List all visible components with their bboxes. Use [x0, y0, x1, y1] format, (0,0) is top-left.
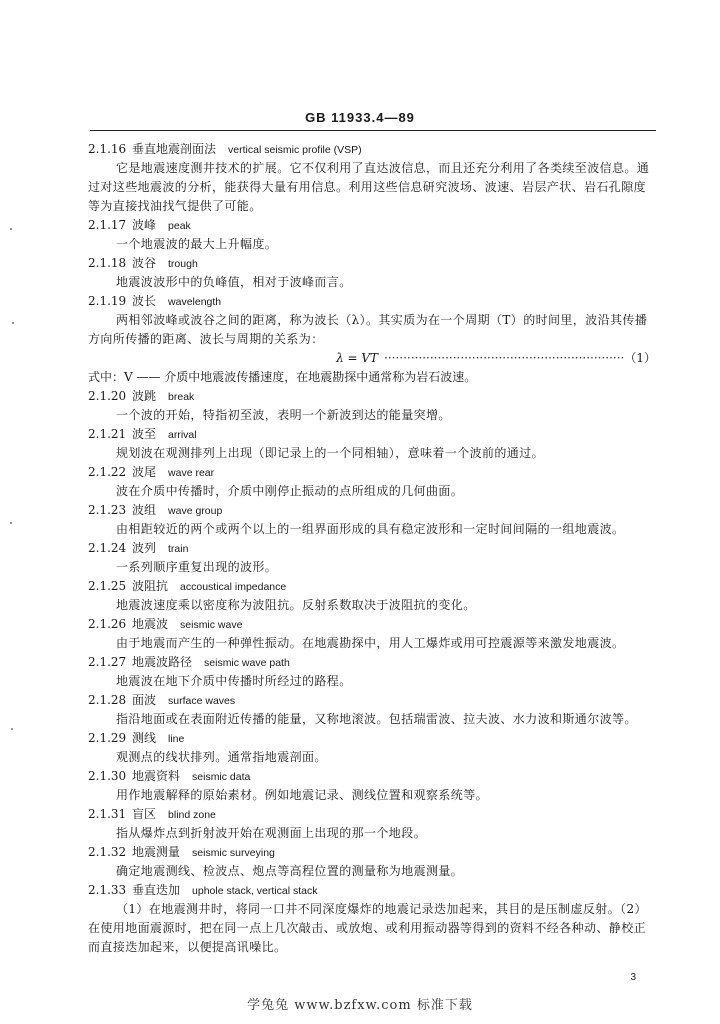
term-number: 2.1.28 — [88, 693, 127, 707]
term-heading — [88, 425, 656, 444]
term-definition: 一个地震波的最大上升幅度。 — [116, 237, 278, 251]
term-definition: 由相距较近的两个或两个以上的一组界面形成的具有稳定波形和一定时间间隔的一组地震波。 — [116, 522, 625, 536]
term-english: train — [168, 543, 189, 555]
document-body — [88, 140, 656, 957]
term-chinese: 波峰 — [132, 218, 157, 232]
term-definition: 一个波的开始，特指初至波，表明一个新波到达的能量突增。 — [116, 408, 451, 422]
term-chinese: 地震测量 — [132, 845, 181, 859]
term-number: 2.1.26 — [88, 617, 127, 631]
term-definition: 它是地震速度测井技术的扩展。它不仅利用了直达波信息，而且还充分利用了各类续至波信息。通过对这些地震波的分析，能获得大量有用信息。利用这些信息研究波场、波速、岩层产状、岩石孔隙度等为直接找油找气提供了可能。 — [88, 161, 650, 213]
term-chinese: 垂直地震剖面法 — [132, 142, 217, 156]
term-heading — [88, 615, 656, 634]
term-english: arrival — [168, 429, 197, 441]
term-definition: 确定地震测线、检波点、炮点等高程位置的测量称为地震测量。 — [116, 864, 464, 878]
term-heading — [88, 216, 656, 235]
term-definition: 用作地震解释的原始素材。例如地震记录、测线位置和观察系统等。 — [116, 788, 489, 802]
term-heading — [88, 881, 656, 900]
term-english: uphole stack, vertical stack — [192, 885, 318, 897]
term-number: 2.1.24 — [88, 541, 127, 555]
term-english: seismic wave path — [204, 657, 290, 669]
term-chinese: 波至 — [132, 427, 157, 441]
scan-speck — [10, 522, 12, 524]
equation — [88, 349, 656, 368]
term-chinese: 波阻抗 — [132, 579, 169, 593]
term-english: accoustical impedance — [180, 581, 287, 593]
term-definition: 指沿地面或在表面附近传播的能量，又称地滚波。包括瑞雷波、拉夫波、水力波和斯通尔波等。 — [116, 712, 637, 726]
term-number: 2.1.25 — [88, 579, 127, 593]
term-number: 2.1.17 — [88, 218, 127, 232]
term-chinese: 波列 — [132, 541, 157, 555]
term-heading — [88, 805, 656, 824]
equation-number: （1） — [624, 351, 656, 365]
term-number: 2.1.31 — [88, 807, 127, 821]
term-heading — [88, 501, 656, 520]
term-heading — [88, 843, 656, 862]
term-number: 2.1.23 — [88, 503, 127, 517]
term-english: trough — [168, 258, 198, 270]
term-heading — [88, 691, 656, 710]
term-english: seismic surveying — [192, 847, 275, 859]
term-number: 2.1.22 — [88, 465, 127, 479]
term-definition: 规划波在观测排列上出现（即记录上的一个同相轴），意味着一个波前的通过。 — [116, 446, 545, 460]
term-definition: 地震波速度乘以密度称为波阻抗。反射系数取决于波阻抗的变化。 — [116, 598, 476, 612]
scan-speck — [11, 728, 13, 730]
term-number: 2.1.20 — [88, 389, 127, 403]
term-english: blind zone — [168, 809, 216, 821]
term-english: line — [168, 733, 185, 745]
term-heading — [88, 387, 656, 406]
page-number: 3 — [630, 972, 636, 983]
term-chinese: 波尾 — [132, 465, 157, 479]
scan-speck — [12, 322, 14, 324]
term-english: surface waves — [168, 695, 236, 707]
term-definition: 观测点的线状排列。通常指地震剖面。 — [116, 750, 327, 764]
term-heading — [88, 653, 656, 672]
term-chinese: 测线 — [132, 731, 157, 745]
term-chinese: 波长 — [132, 294, 157, 308]
document-header: GB 11933.4—89 — [305, 110, 415, 125]
term-english: wavelength — [168, 296, 222, 308]
equation-leader-dots: ······························································· — [384, 351, 625, 365]
term-number: 2.1.32 — [88, 845, 127, 859]
term-definition: 指从爆炸点到折射波开始在观测面上出现的那一个地段。 — [116, 826, 427, 840]
term-chinese: 地震波 — [132, 617, 169, 631]
term-english: seismic wave — [180, 619, 243, 631]
equation-expression: λ = VT — [336, 351, 379, 365]
term-english: break — [168, 391, 195, 403]
term-definition: 一系列顺序重复出现的波形。 — [116, 560, 278, 574]
term-heading — [88, 292, 656, 311]
term-definition: （1）在地震测井时，将同一口井不同深度爆炸的地震记录迭加起来，其目的是压制虚反射。（2）在使用地面震源时，把在同一点上几次敲击、或放炮、或利用振动器等得到的资料不经各种动、静校正而直接迭加起来，以便提高讯噪比。 — [88, 902, 647, 954]
watermark-footer: 学兔兔 www.bzfxw.com 标准下载 — [247, 998, 473, 1013]
term-english: seismic data — [192, 771, 251, 783]
term-heading — [88, 463, 656, 482]
term-definition: 地震波在地下介质中传播时所经过的路程。 — [116, 674, 352, 688]
term-number: 2.1.33 — [88, 883, 127, 897]
term-heading — [88, 254, 656, 273]
term-chinese: 地震波路径 — [132, 655, 193, 669]
term-chinese: 面波 — [132, 693, 157, 707]
term-heading — [88, 729, 656, 748]
term-definition: 两相邻波峰或波谷之间的距离，称为波长（λ）。其实质为在一个周期（T）的时间里，波沿其传播方向所传播的距离、波长与周期的关系为： — [88, 313, 648, 346]
term-definition: 波在介质中传播时，介质中刚停止振动的点所组成的几何曲面。 — [116, 484, 464, 498]
term-chinese: 波谷 — [132, 256, 157, 270]
term-chinese: 波组 — [132, 503, 157, 517]
term-number: 2.1.21 — [88, 427, 127, 441]
term-definition: 由于地震而产生的一种弹性振动。在地震勘探中，用人工爆炸或用可控震源等来激发地震波。 — [116, 636, 625, 650]
scan-speck — [10, 228, 12, 230]
term-english: wave group — [168, 505, 223, 517]
term-chinese: 垂直迭加 — [132, 883, 181, 897]
where-clause: 式中：V —— 介质中地震波传播速度，在地震勘探中通常称为岩石波速。 — [88, 370, 477, 384]
header-rule — [90, 130, 656, 131]
term-definition: 地震波波形中的负峰值，相对于波峰而言。 — [116, 275, 352, 289]
term-chinese: 地震资料 — [132, 769, 181, 783]
term-heading — [88, 140, 656, 159]
term-heading — [88, 539, 656, 558]
term-heading — [88, 577, 656, 596]
term-chinese: 波跳 — [132, 389, 157, 403]
term-number: 2.1.30 — [88, 769, 127, 783]
term-english: wave rear — [168, 467, 215, 479]
term-chinese: 盲区 — [132, 807, 157, 821]
term-number: 2.1.29 — [88, 731, 127, 745]
term-english: peak — [168, 220, 191, 232]
term-number: 2.1.27 — [88, 655, 127, 669]
term-english: vertical seismic profile (VSP) — [228, 144, 362, 156]
term-number: 2.1.16 — [88, 142, 127, 156]
term-heading — [88, 767, 656, 786]
term-number: 2.1.19 — [88, 294, 127, 308]
term-number: 2.1.18 — [88, 256, 127, 270]
